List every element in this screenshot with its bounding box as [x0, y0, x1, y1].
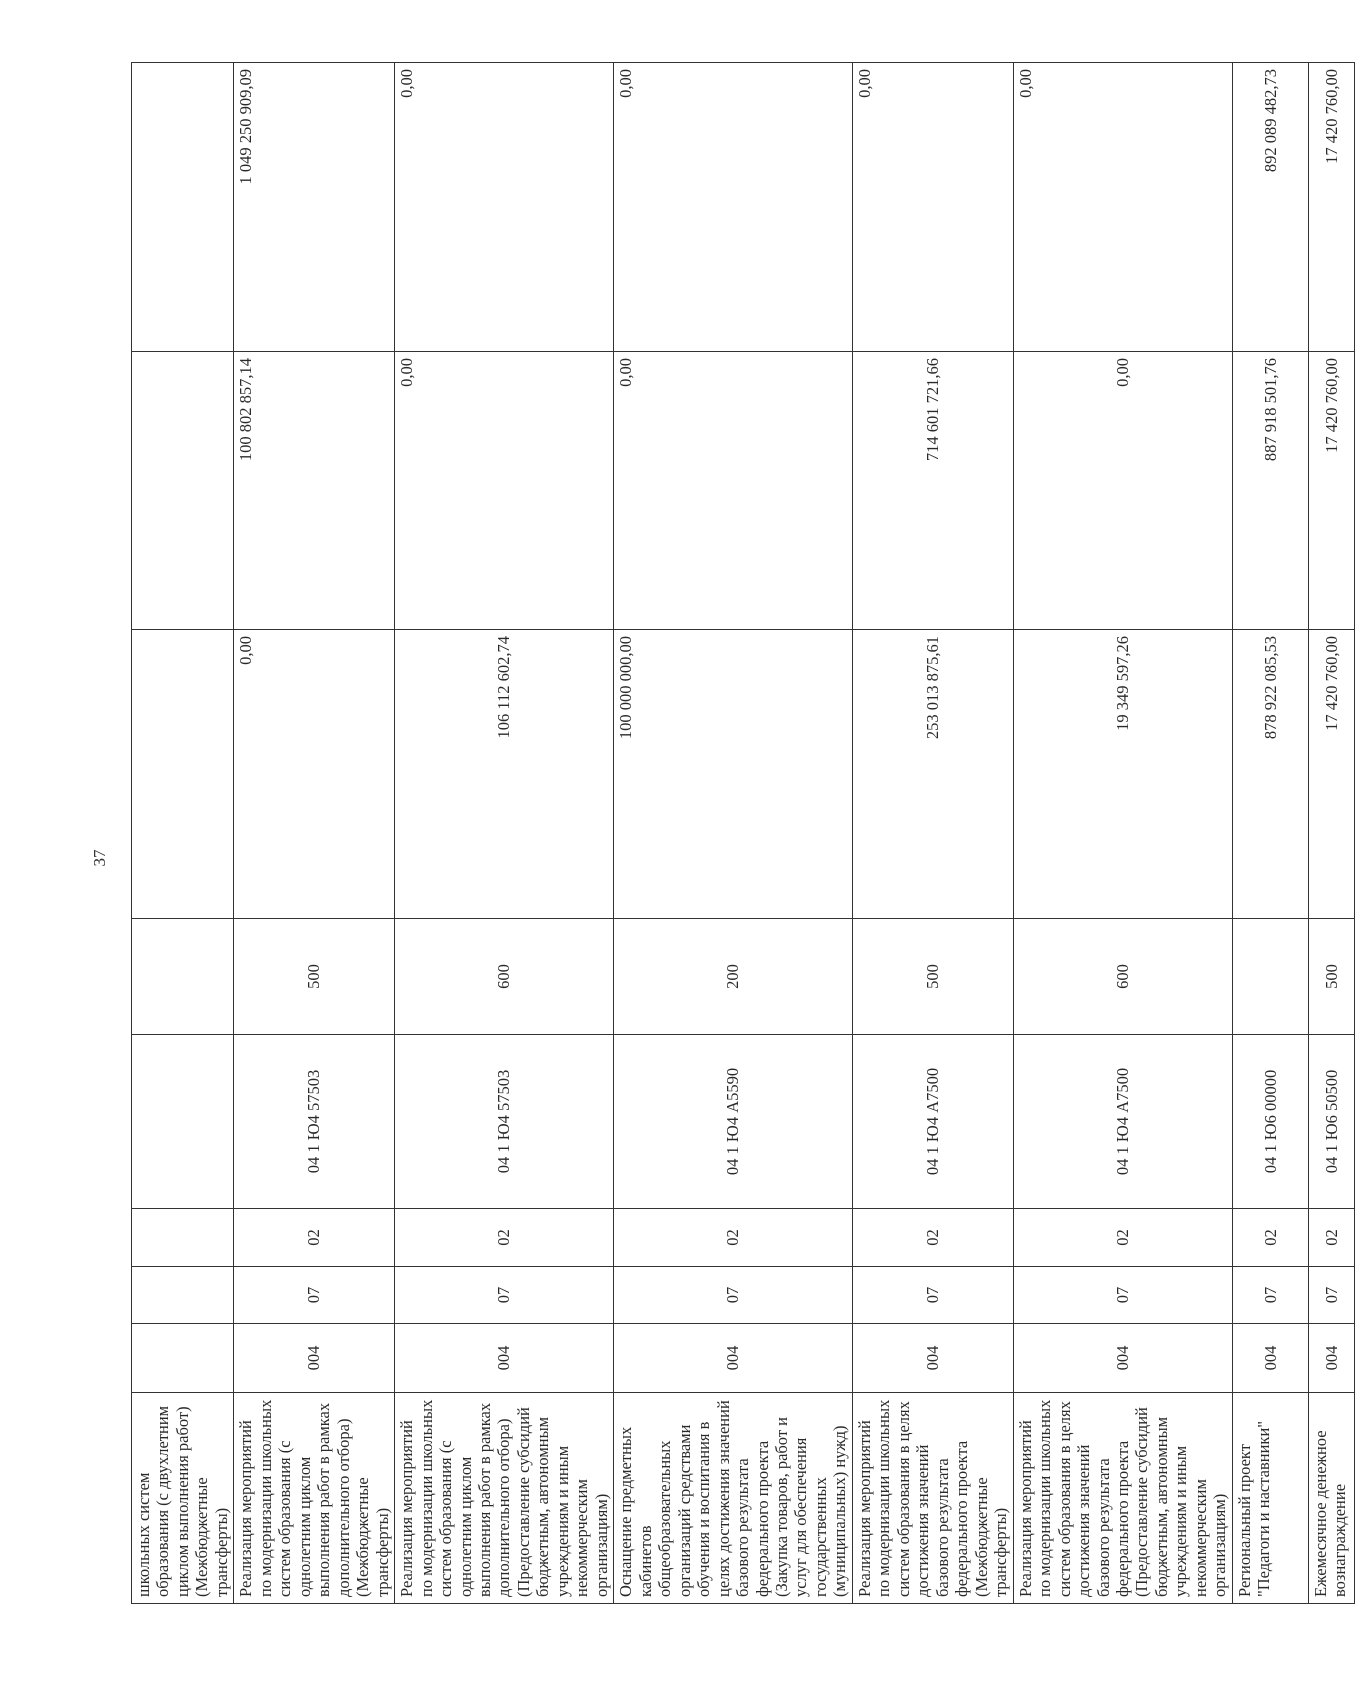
- expense-type-code: 200: [614, 919, 853, 1035]
- expense-type-code: 600: [1013, 919, 1232, 1035]
- table-row: [852, 63, 1013, 1604]
- section-code: 07: [395, 1267, 614, 1324]
- subsection-code: 02: [1013, 1209, 1232, 1267]
- rotated-page-content: [131, 63, 1350, 1604]
- row-description: Ежемесячное денежное вознаграждение: [1308, 1393, 1354, 1604]
- table-row: [395, 63, 614, 1604]
- row-description: Реализация мероприятий по модернизации школьных систем образования (с однолетним циклом выполнения работ в рамках дополнительного отбора) (Межбюджетные трансферты): [234, 1393, 395, 1604]
- amount-year-1: [132, 630, 234, 919]
- amount-year-1: 106 112 602,74: [395, 630, 614, 919]
- target-article-code: 04 1 Ю4 А7500: [1013, 1035, 1232, 1209]
- amount-year-2: 887 918 501,76: [1232, 352, 1308, 630]
- subsection-code: [132, 1209, 234, 1267]
- expense-type-code: 600: [395, 919, 614, 1035]
- department-code: 004: [395, 1324, 614, 1393]
- amount-year-3: 0,00: [395, 63, 614, 352]
- subsection-code: 02: [395, 1209, 614, 1267]
- table-row: [234, 63, 395, 1604]
- amount-year-2: 0,00: [614, 352, 853, 630]
- target-article-code: 04 1 Ю4 А7500: [852, 1035, 1013, 1209]
- amount-year-1: 253 013 875,61: [852, 630, 1013, 919]
- amount-year-3: 0,00: [852, 63, 1013, 352]
- page-number: 37: [90, 849, 109, 867]
- amount-year-2: 714 601 721,66: [852, 352, 1013, 630]
- table-row: [132, 63, 234, 1604]
- expense-type-code: [1232, 919, 1308, 1035]
- row-description: Региональный проект "Педагоги и наставники": [1232, 1393, 1308, 1604]
- amount-year-3: 17 420 760,00: [1308, 63, 1354, 352]
- amount-year-2: [132, 352, 234, 630]
- expense-type-code: 500: [234, 919, 395, 1035]
- target-article-code: [132, 1035, 234, 1209]
- section-code: 07: [234, 1267, 395, 1324]
- target-article-code: 04 1 Ю6 50500: [1308, 1035, 1354, 1209]
- row-description: Оснащение предметных кабинетов общеобразовательных организаций средствами обучения и воспитания в целях достижения значений базового результата федерального проекта (Закупка товаров, работ и услуг для обеспечения государственных (муниципальных) нужд): [614, 1393, 853, 1604]
- amount-year-1: 878 922 085,53: [1232, 630, 1308, 919]
- section-code: 07: [1308, 1267, 1354, 1324]
- budget-table: [131, 62, 1355, 1604]
- subsection-code: 02: [1232, 1209, 1308, 1267]
- amount-year-1: 0,00: [234, 630, 395, 919]
- amount-year-3: 892 089 482,73: [1232, 63, 1308, 352]
- amount-year-3: 1 049 250 909,09: [234, 63, 395, 352]
- amount-year-2: 100 802 857,14: [234, 352, 395, 630]
- table-row: [1232, 63, 1308, 1604]
- table-row: [1013, 63, 1232, 1604]
- amount-year-3: [132, 63, 234, 352]
- department-code: 004: [1232, 1324, 1308, 1393]
- row-description: Реализация мероприятий по модернизации школьных систем образования в целях достижения значений базового результата федерального проекта (Межбюджетные трансферты): [852, 1393, 1013, 1604]
- department-code: 004: [1013, 1324, 1232, 1393]
- department-code: 004: [614, 1324, 853, 1393]
- target-article-code: 04 1 Ю4 А5590: [614, 1035, 853, 1209]
- expense-type-code: [132, 919, 234, 1035]
- table-row: [614, 63, 853, 1604]
- row-description: Реализация мероприятий по модернизации школьных систем образования (с однолетним циклом выполнения работ в рамках дополнительного отбора) (Предоставление субсидий бюджетным, автономным учреждениям и иным некоммерческим организациям): [395, 1393, 614, 1604]
- department-code: 004: [1308, 1324, 1354, 1393]
- section-code: 07: [852, 1267, 1013, 1324]
- target-article-code: 04 1 Ю4 57503: [395, 1035, 614, 1209]
- section-code: 07: [1013, 1267, 1232, 1324]
- amount-year-1: 17 420 760,00: [1308, 630, 1354, 919]
- amount-year-3: 0,00: [1013, 63, 1232, 352]
- expense-type-code: 500: [852, 919, 1013, 1035]
- row-description: Реализация мероприятий по модернизации школьных систем образования в целях достижения значений базового результата федерального проекта (Предоставление субсидий бюджетным, автономным учреждениям и иным некоммерческим организациям): [1013, 1393, 1232, 1604]
- amount-year-1: 19 349 597,26: [1013, 630, 1232, 919]
- subsection-code: 02: [234, 1209, 395, 1267]
- target-article-code: 04 1 Ю4 57503: [234, 1035, 395, 1209]
- table-row: [1308, 63, 1354, 1604]
- department-code: 004: [852, 1324, 1013, 1393]
- section-code: 07: [1232, 1267, 1308, 1324]
- subsection-code: 02: [852, 1209, 1013, 1267]
- amount-year-1: 100 000 000,00: [614, 630, 853, 919]
- department-code: [132, 1324, 234, 1393]
- amount-year-2: 17 420 760,00: [1308, 352, 1354, 630]
- target-article-code: 04 1 Ю6 00000: [1232, 1035, 1308, 1209]
- section-code: 07: [614, 1267, 853, 1324]
- row-description: школьных систем образования (с двухлетним циклом выполнения работ) (Межбюджетные трансферты): [132, 1393, 234, 1604]
- subsection-code: 02: [614, 1209, 853, 1267]
- amount-year-2: 0,00: [395, 352, 614, 630]
- subsection-code: 02: [1308, 1209, 1354, 1267]
- section-code: [132, 1267, 234, 1324]
- amount-year-2: 0,00: [1013, 352, 1232, 630]
- amount-year-3: 0,00: [614, 63, 853, 352]
- department-code: 004: [234, 1324, 395, 1393]
- expense-type-code: 500: [1308, 919, 1354, 1035]
